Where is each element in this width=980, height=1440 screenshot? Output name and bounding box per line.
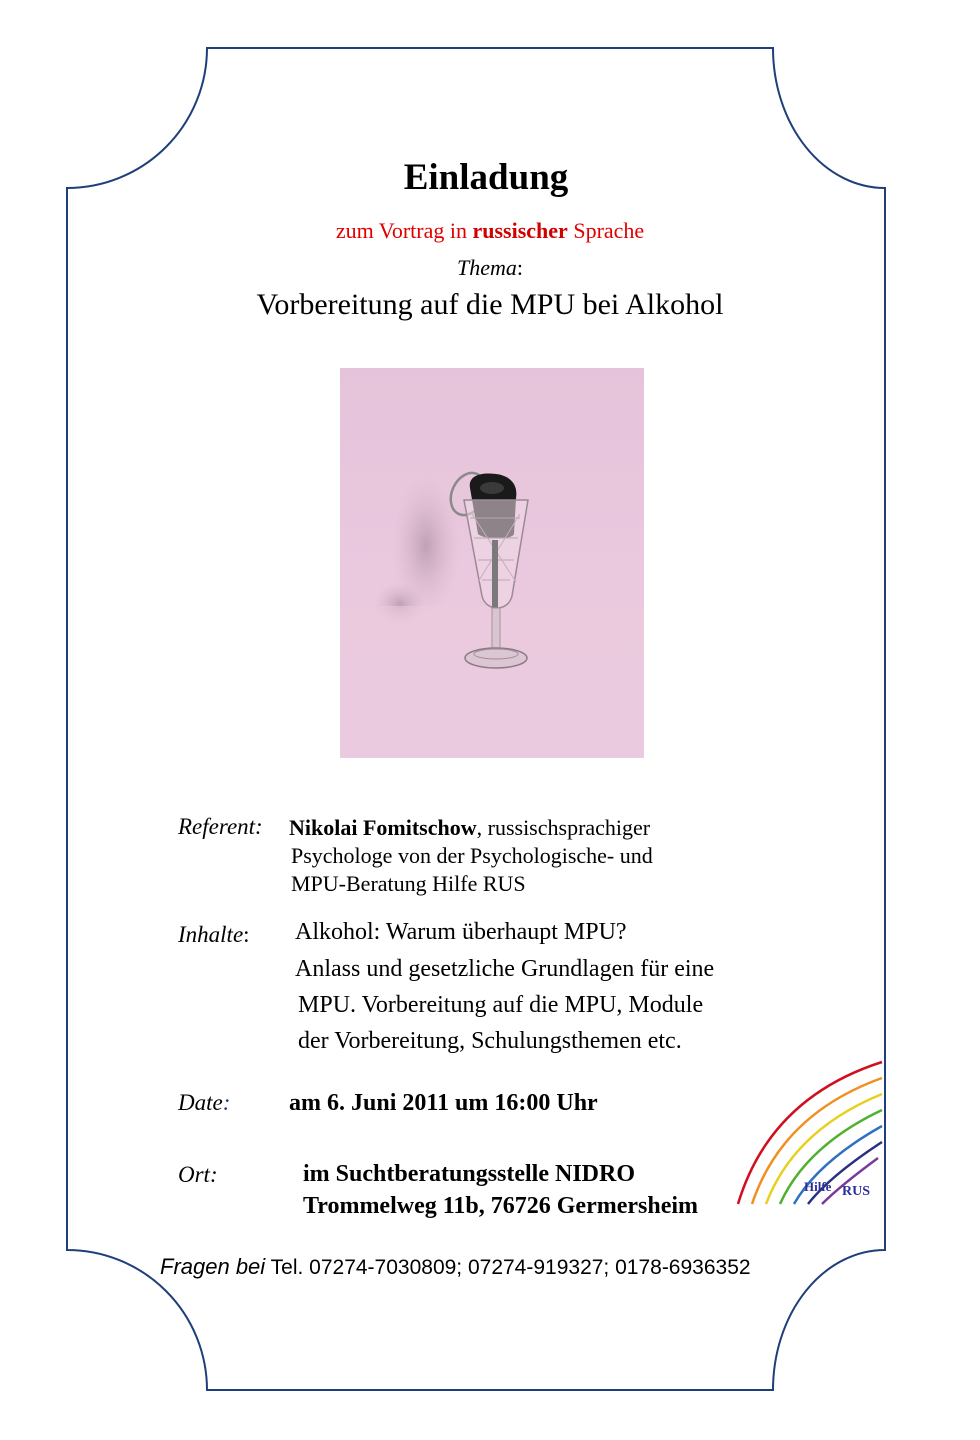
subtitle-before: zum Vortrag in: [335, 218, 473, 243]
thema-colon: :: [516, 255, 523, 280]
date-value: am 6. Juni 2011 um 16:00 Uhr: [289, 1090, 598, 1116]
inhalte-line-1: Alkohol: Warum überhaupt MPU?: [295, 919, 627, 945]
date-colon: :: [222, 1090, 231, 1115]
ort-label: Ort:: [178, 1162, 218, 1187]
inhalte-label: [178, 922, 250, 948]
thema-word: Thema: [456, 255, 517, 280]
date-word: Date: [178, 1090, 223, 1115]
inhalte-line-4: der Vorbereitung, Schulungsthemen etc.: [298, 1028, 682, 1054]
page-title: Einladung: [403, 157, 569, 198]
ort-line-1: im Suchtberatungsstelle NIDRO: [303, 1161, 636, 1187]
ort-line-2: Trommelweg 11b, 76726 Germersheim: [303, 1193, 699, 1219]
footer-label: Fragen bei: [160, 1254, 266, 1279]
logo-text-hilfe: Hilfe: [804, 1179, 832, 1194]
referent-line-1: [289, 815, 650, 841]
footer-phones: Tel. 07274-7030809; 07274-919327; 0178-6936352: [265, 1256, 751, 1279]
referent-name: Nikolai Fomitschow: [289, 815, 477, 840]
referent-label: Referent:: [178, 814, 263, 839]
topic-heading: Vorbereitung auf die MPU bei Alkohol: [256, 288, 724, 321]
referent-line-2: Psychologe von der Psychologische- und: [291, 843, 653, 868]
inhalte-line-3: MPU. Vorbereitung auf die MPU, Module: [298, 992, 704, 1018]
logo-text-rus: RUS: [842, 1184, 871, 1199]
referent-line1-rest: , russischsprachiger: [476, 815, 651, 840]
footer-contact: [160, 1254, 751, 1280]
inhalte-word: Inhalte: [178, 922, 244, 947]
hilfe-rus-logo: [730, 1058, 890, 1208]
inhalte-colon: :: [243, 922, 250, 947]
subtitle: [0, 218, 980, 244]
thema-label: [0, 255, 980, 281]
referent-line-3: MPU-Beratung Hilfe RUS: [291, 871, 526, 896]
inhalte-line-2: Anlass und gesetzliche Grundlagen für eine: [295, 956, 715, 982]
subtitle-bold: russischer: [472, 218, 568, 243]
date-label: [178, 1090, 230, 1116]
subtitle-after: Sprache: [567, 218, 645, 243]
key-in-glass-photo: [340, 368, 644, 758]
